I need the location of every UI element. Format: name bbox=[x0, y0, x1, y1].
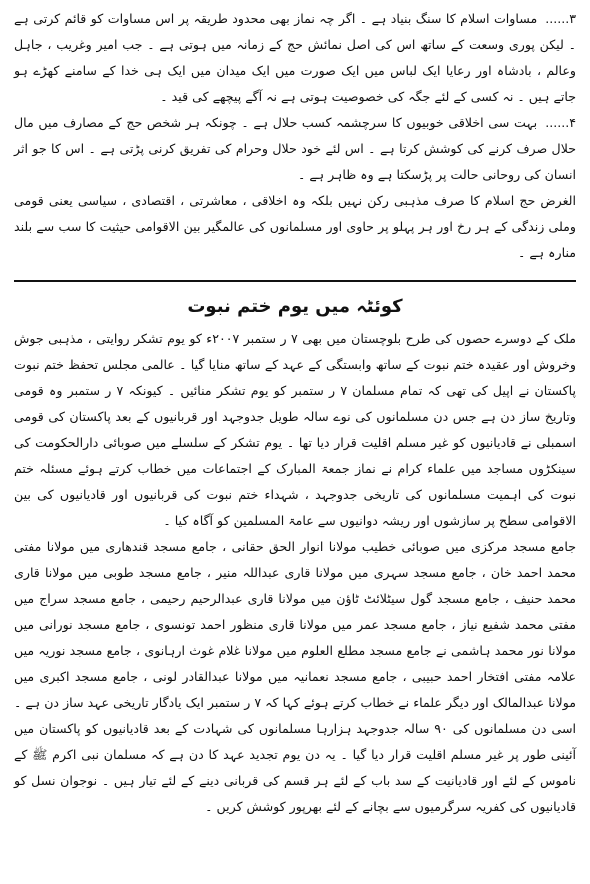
point-3-text: مساوات اسلام کا سنگ بنیاد ہے ۔ اگر چہ نماز بھی محدود طریقہ پر اس مساوات کو قائم کرتی ہے ۔ لیکن پوری وسعت کے ساتھ اس کی اصل نمائش حج کے زمانہ میں ہوتی ہے ۔ جب امیر وغریب ، جاہل وعالم ، بادشاہ اور رعایا ایک لباس میں ایک صورت میں ایک میدان میں ایک ہی خدا کے سامنے کھڑے ہو جاتے ہیں ۔ نہ کسی کے لئے جگہ کی خصوصیت ہوتی ہے نہ آگے پیچھے کی قید ۔ bbox=[14, 11, 576, 104]
point-3-paragraph bbox=[14, 6, 576, 110]
document-page bbox=[14, 6, 576, 878]
point-3-number: ۳...... bbox=[545, 11, 576, 26]
point-4-paragraph bbox=[14, 110, 576, 188]
section-divider bbox=[14, 280, 576, 282]
article-paragraph-2: جامع مسجد مرکزی میں صوبائی خطیب مولانا انوار الحق حقانی ، جامع مسجد قندھاری میں مولانا مفتی محمد احمد خان ، جامع مسجد سہری میں مولانا قاری عبداللہ منیر ، جامع مسجد طوبی میں مولانا قاری محمد حنیف ، جامع مسجد گول سیٹلائٹ ٹاؤن میں مولانا قاری عبدالرحیم رحیمی ، جامع مسجد سراج میں مفتی محمد شفیع نیاز ، جامع مسجد عمر میں مولانا قاری منظور احمد تونسوی ، جامع مسجد نورانی میں مولانا نور محمد ہاشمی نے جامع مسجد مطلع العلوم میں مولانا غلام غوث ارہانوی ، جامع مسجد نوریہ میں علامہ مفتی افتخار احمد حبیبی ، جامع مسجد نعمانیہ میں مولانا عبدالقادر لونی ، جامع مسجد اکبری میں مولانا عبدالمالک اور دیگر علماء نے خطاب کرتے ہوئے کہا کہ ۷ ر ستمبر ایک یادگار تاریخی عہد ساز دن ہے ۔ اسی دن مسلمانوں کی ۹۰ سالہ جدوجہد ہزارہا مسلمانوں کی شہادت کے بعد قادیانیوں کو پاکستان میں آئینی طور پر غیر مسلم اقلیت قرار دیا گیا ۔ یہ دن یوم تجدید عہد کا دن ہے کہ مسلمان نبی اکرم ﷺ کے ناموس کے لئے اور قادیانیت کے سد باب کے لئے ہر قسم کی قربانی دینے کے لئے تیار ہیں ۔ نوجوان نسل کو قادیانیوں کی کفریہ سرگرمیوں سے بچانے کے لئے بھرپور کوشش کریں ۔ bbox=[14, 539, 576, 814]
point-4-number: ۴...... bbox=[545, 115, 576, 130]
article-paragraph-1: ملک کے دوسرے حصوں کی طرح بلوچستان میں بھی ۷ ر ستمبر ۲۰۰۷ء کو یوم تشکر روایتی ، مذہبی جوش وخروش اور عقیدہ ختم نبوت کے ساتھ وابستگی کے عہد کے ساتھ منایا گیا ۔ عالمی مجلس تحفظ ختم نبوت پاکستان نے اپیل کی تھی کہ تمام مسلمان ۷ ر ستمبر کو یوم تشکر منائیں ۔ کیونکہ ۷ ر ستمبر وہ قومی وتاریخ ساز دن ہے جس دن مسلمانوں کی نوے سالہ طویل جدوجہد اور قربانیوں کے بعد پاکستان کی قومی اسمبلی نے قادیانیوں کو غیر مسلم اقلیت قرار دیا تھا ۔ یوم تشکر کے سلسلے میں صوبائی دارالحکومت کی سینکڑوں مساجد میں علماء کرام نے نماز جمعۃ المبارک کے اجتماعات میں خطاب کرتے ہوئے مسئلہ ختم نبوت کی اہمیت مسلمانوں کی تاریخی جدوجہد ، شہداء ختم نبوت کی قربانیوں اور قادیانیوں کی بین الاقوامی سطح پر سازشوں اور ریشہ دوانیوں سے عامۃ المسلمین کو آگاہ کیا ۔ bbox=[14, 331, 576, 528]
conclusion-paragraph: الغرض حج اسلام کا صرف مذہبی رکن نہیں بلکہ وہ اخلاقی ، معاشرتی ، اقتصادی ، سیاسی یعنی قومی وملی زندگی کے ہر رخ اور ہر پہلو پر حاوی اور مسلمانوں کی عالمگیر بین الاقوامی حیثیت کا سب سے بلند منارہ ہے ۔ bbox=[14, 193, 576, 260]
point-4-text: بہت سی اخلاقی خوبیوں کا سرچشمہ کسب حلال ہے ۔ چونکہ ہر شخص حج کے مصارف میں مال حلال صرف کرنے کی کوشش کرتا ہے ۔ اس لئے خود حلال وحرام کی تفریق کرنی پڑتی ہے ۔ اس کا جو اثر انسان کی روحانی حالت پر پڑسکتا ہے وہ ظاہر ہے ۔ bbox=[14, 115, 576, 182]
section-heading: کوئٹہ میں یوم ختم نبوت bbox=[187, 296, 403, 317]
